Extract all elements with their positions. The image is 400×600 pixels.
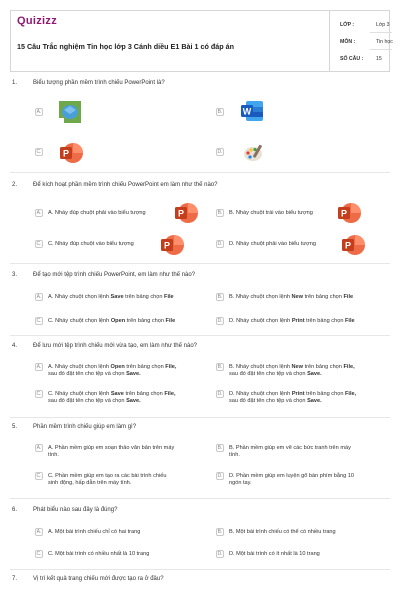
question-text: Biểu tượng phần mềm trình chiếu PowerPoint là?: [33, 80, 165, 86]
option-letter: A.: [36, 294, 42, 300]
question-number: 7.: [12, 576, 18, 582]
option-letter: B.: [217, 445, 223, 451]
worksheet-title: 15 Câu Trắc nghiệm Tin học lớp 3 Cánh diều E1 Bài 1 có đáp án: [17, 42, 235, 51]
option-letter: C.: [36, 391, 42, 397]
question-number: 4.: [12, 343, 18, 349]
option-text: C. Nháy đúp chuột vào biểu tượng: [48, 241, 134, 247]
option-text: D. Nháy chuột chọn lệnh Print trên bảng chọn File: [229, 318, 355, 324]
option-letter: B.: [217, 364, 223, 370]
question-text: Phần mềm trình chiếu giúp em làm gì?: [33, 424, 137, 430]
powerpoint-icon: [59, 141, 81, 163]
svg-text:P: P: [163, 240, 171, 251]
option-text: C. Phần mềm giúp em tạo ra các bài trình chiếu sinh động, hấp dẫn trên máy tính.: [48, 473, 167, 486]
svg-text:W: W: [242, 106, 252, 117]
option-letter: C.: [36, 318, 42, 324]
option-letter: D.: [217, 473, 223, 479]
option-letter: D.: [217, 318, 223, 324]
powerpoint-icon: [160, 233, 182, 255]
question-number: 2.: [12, 182, 18, 188]
option-letter: D.: [217, 551, 223, 557]
svg-text:P: P: [340, 208, 348, 219]
meta-value: 15: [376, 56, 382, 62]
meta-count: [330, 51, 393, 69]
meta-divider: [370, 32, 392, 33]
meta-value: Tin học: [376, 39, 393, 45]
powerpoint-icon: [174, 201, 196, 223]
powerpoint-icon: [341, 233, 363, 255]
option-letter: A.: [36, 364, 42, 370]
question-number: 3.: [12, 272, 18, 278]
worksheet-header: [10, 10, 393, 72]
powerpoint-icon: [337, 201, 359, 223]
question-text: Để lưu mới tệp trình chiếu mới vừa tạo, em làm như thế nào?: [33, 343, 197, 349]
divider: [10, 263, 390, 264]
option-text: C. Nháy chuột chọn lệnh Save trên bảng chọn File, sau đó đặt tên cho tệp và chọn Save.: [48, 391, 176, 404]
paint-icon: [242, 141, 264, 163]
divider: [10, 172, 390, 173]
svg-text:P: P: [177, 208, 185, 219]
meta-box: [329, 10, 392, 72]
option-text: C. Nháy chuột chọn lệnh Open trên bảng chọn File: [48, 318, 176, 324]
divider: [10, 498, 390, 499]
option-text: B. Phần mềm giúp em vẽ các bức tranh trên máy tính.: [229, 445, 351, 458]
option-text: D. Một bài trình có ít nhất là 10 trang: [229, 551, 320, 557]
divider: [10, 335, 390, 336]
question-text: Để kích hoạt phần mềm trình chiếu PowerPoint em làm như thế nào?: [33, 182, 218, 188]
question-text: Để tạo mới tệp trình chiếu PowerPoint, em làm như thế nào?: [33, 272, 196, 278]
option-text: A. Nháy chuột chọn lệnh Open trên bảng chọn File, sau đó đặt tên cho tệp và chọn Save.: [48, 364, 177, 377]
meta-key: SỐ CÂU :: [340, 56, 364, 62]
option-letter: B.: [217, 210, 223, 216]
option-text: D. Phần mềm giúp em luyện gõ bàn phím bằng 10 ngón tay.: [229, 473, 355, 486]
option-text: B. Nháy chuột chọn lệnh New trên bảng chọn File, sau đó đặt tên cho tệp và chọn Save.: [229, 364, 355, 377]
question-text: Phát biểu nào sau đây là đúng?: [33, 507, 118, 513]
option-letter: A.: [36, 529, 42, 535]
option-letter: D.: [217, 241, 223, 247]
question-number: 1.: [12, 80, 18, 86]
svg-text:P: P: [344, 240, 352, 251]
option-text: B. Nháy chuột chọn lệnh New trên bảng chọn File: [229, 294, 354, 300]
option-text: A. Nháy chuột chọn lệnh Save trên bảng chọn File: [48, 294, 174, 300]
question-number: 5.: [12, 424, 18, 430]
meta-divider: [370, 49, 392, 50]
divider: [10, 569, 390, 570]
option-letter: B.: [217, 109, 223, 115]
option-text: D. Nháy chuột phải vào biểu tượng: [229, 241, 317, 247]
option-text: C. Một bài trình có nhiều nhất là 10 trang: [48, 551, 150, 557]
option-letter: A.: [36, 210, 42, 216]
word-icon: [240, 99, 262, 121]
option-letter: C.: [36, 241, 42, 247]
svg-text:P: P: [62, 148, 70, 159]
option-letter: A.: [36, 445, 42, 451]
option-text: B. Một bài trình chiếu có thể có nhiều trang: [229, 529, 336, 535]
option-letter: A.: [36, 109, 42, 115]
question-text: Vị trí kết quả trang chiếu mới được tạo ra ở đâu?: [33, 576, 164, 582]
option-text: A. Một bài trình chiếu chỉ có hai trang: [48, 529, 141, 535]
divider: [10, 417, 390, 418]
option-letter: B.: [217, 529, 223, 535]
option-letter: B.: [217, 294, 223, 300]
option-text: A. Nháy đúp chuột phải vào biểu tượng: [48, 210, 146, 216]
option-letter: C.: [36, 551, 42, 557]
quizizz-logo[interactable]: Quizizz: [17, 15, 57, 27]
meta-key: MÔN :: [340, 39, 356, 45]
meta-key: LỚP :: [340, 22, 355, 28]
question-number: 6.: [12, 507, 18, 513]
windows-icon: [59, 101, 81, 123]
option-letter: C.: [36, 149, 42, 155]
meta-value: Lớp 3: [376, 22, 390, 28]
option-text: D. Nháy chuột chọn lệnh Print trên bảng chọn File, sau đó đặt tên cho tệp và chọn Save.: [229, 391, 357, 404]
option-text: B. Nháy chuột trái vào biểu tượng: [229, 210, 313, 216]
option-letter: C.: [36, 473, 42, 479]
option-text: A. Phần mềm giúp em soạn thảo văn bản trên máy tính.: [48, 445, 175, 458]
option-letter: D.: [217, 149, 223, 155]
option-letter: D.: [217, 391, 223, 397]
